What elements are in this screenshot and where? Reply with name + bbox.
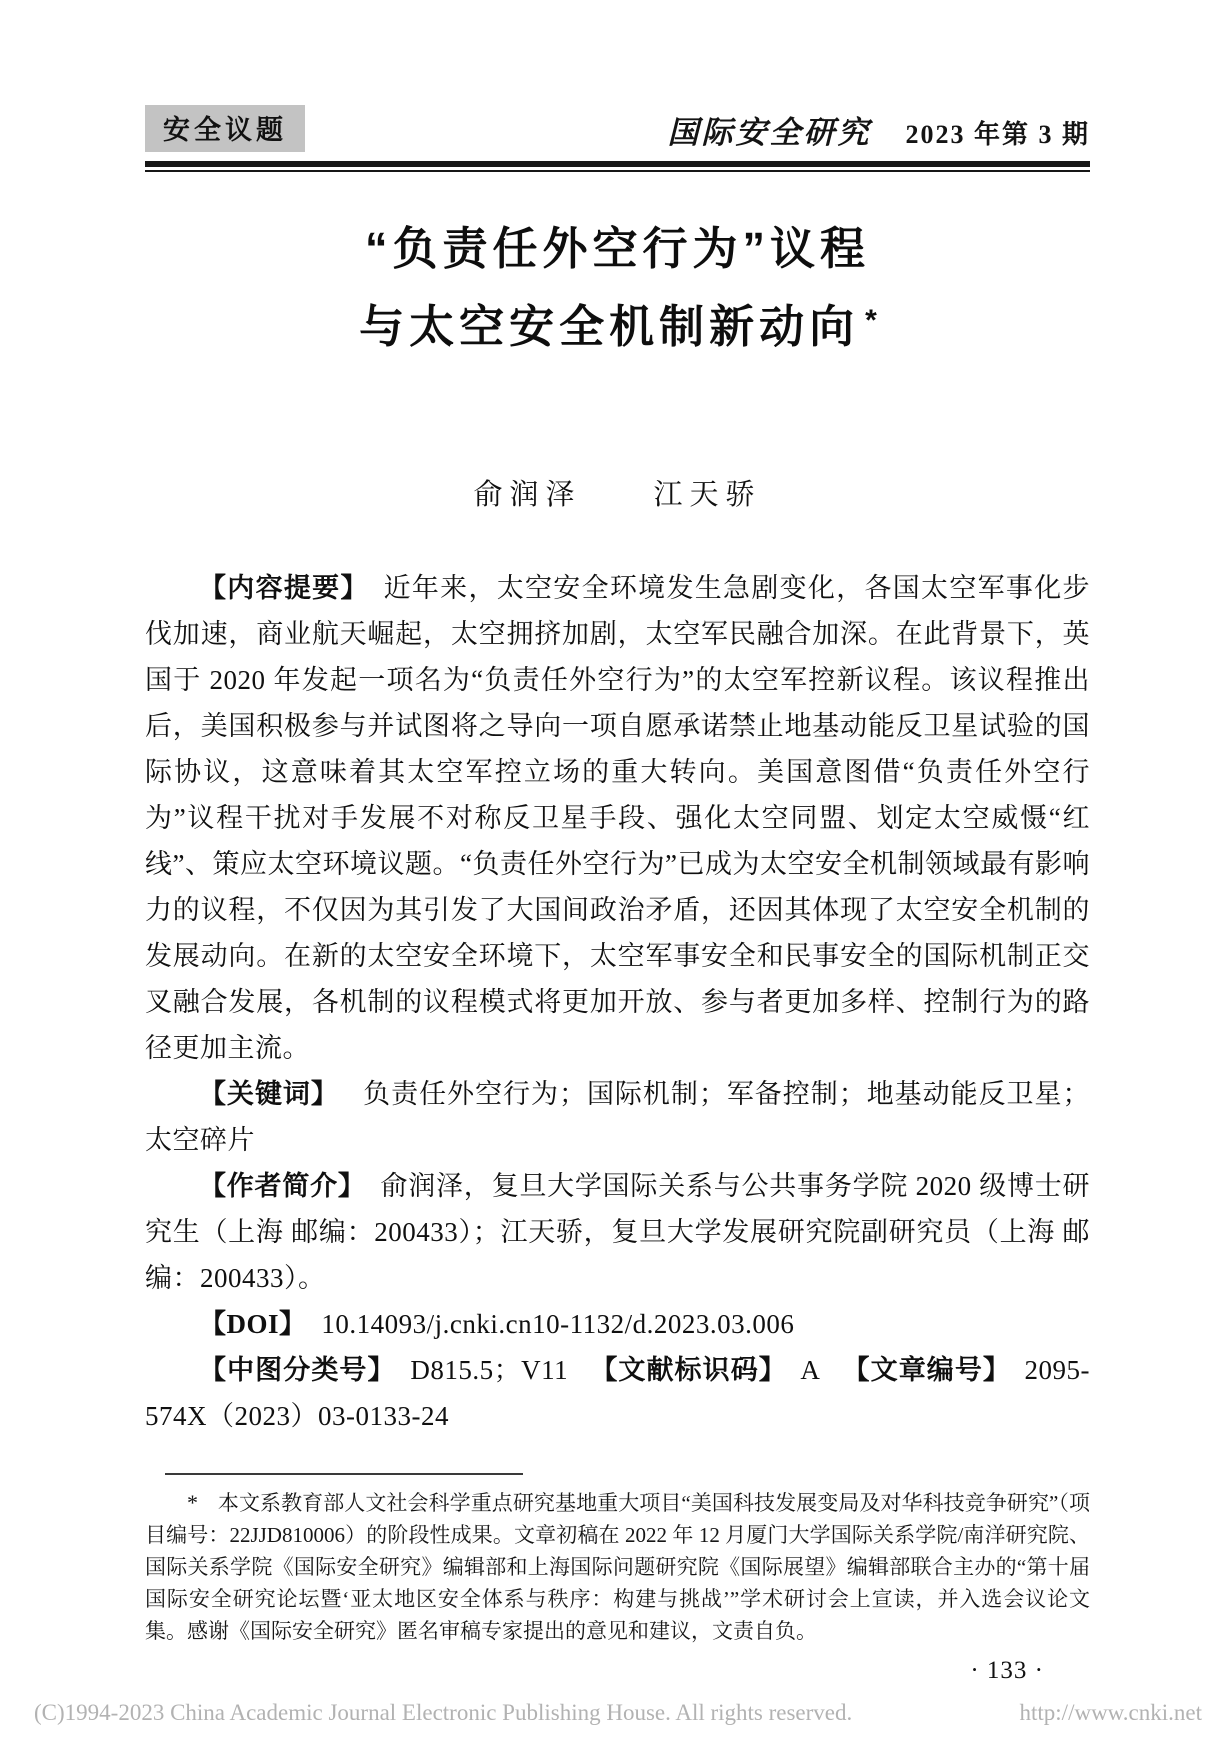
cnki-url: http://www.cnki.net xyxy=(1019,1700,1202,1725)
authors: 俞润泽 江天骄 xyxy=(473,479,762,511)
doc-code-label: 【文献标识码】 xyxy=(589,1355,787,1385)
article-title xyxy=(145,210,1090,372)
doi-label: 【DOI】 xyxy=(199,1309,307,1339)
footnote-marker: * xyxy=(187,1490,198,1515)
clc-label: 【中图分类号】 xyxy=(199,1355,396,1385)
classification-paragraph xyxy=(145,1347,1090,1439)
article-title-line2 xyxy=(145,288,1090,372)
article-title-line2-text: 与太空安全机制新动向 xyxy=(359,301,860,352)
cnki-footer xyxy=(34,1700,1202,1726)
author-bio-text: 俞润泽，复旦大学国际关系与公共事务学院 2020 级博士研究生（上海 邮编：200433）；江天骄，复旦大学发展研究院副研究员（上海 邮编：200433）。 xyxy=(145,1171,1091,1293)
journal-name: 国际安全研究 xyxy=(667,115,872,150)
page-number: · 133 · xyxy=(970,1657,1044,1684)
doi-value: 10.14093/j.cnki.cn10-1132/d.2023.03.006 xyxy=(321,1309,795,1339)
article-title-line1: “负责任外空行为”议程 xyxy=(364,223,870,274)
keywords-paragraph xyxy=(145,1071,1090,1163)
footnote-rule xyxy=(165,1473,523,1475)
footnote-paragraph xyxy=(145,1487,1090,1647)
keywords-text: 负责任外空行为；国际机制；军备控制；地基动能反卫星；太空碎片 xyxy=(145,1079,1091,1155)
issue-info: 2023 年第 3 期 xyxy=(905,120,1090,149)
front-matter xyxy=(145,565,1090,1439)
section-tag: 安全议题 xyxy=(145,105,305,152)
author-bio-paragraph xyxy=(145,1163,1090,1301)
doi-paragraph xyxy=(145,1301,1090,1347)
author-bio-label: 【作者简介】 xyxy=(199,1171,366,1201)
article-id-label: 【文章编号】 xyxy=(841,1355,1012,1385)
header-right xyxy=(667,107,1090,152)
keywords-label: 【关键词】 xyxy=(199,1079,339,1109)
abstract-paragraph xyxy=(145,565,1090,1071)
cnki-copyright: (C)1994-2023 China Academic Journal Electronic Publishing House. All rights reserved. xyxy=(34,1700,853,1725)
title-footnote-marker: * xyxy=(865,304,882,337)
abstract-label: 【内容提要】 xyxy=(199,573,369,603)
doc-code-value: A xyxy=(800,1355,821,1385)
abstract-text: 近年来，太空安全环境发生急剧变化，各国太空军事化步伐加速，商业航天崛起，太空拥挤加剧，太空军民融合加深。在此背景下，英国于 2020 年发起一项名为“负责任外空行为”的太空军控新议程。该议程推出后，美国积极参与并试图将之导向一项自愿承诺禁止地基动能反卫星试验的国际协议，这意味着其太空军控立场的重大转向。美国意图借“负责任外空行为”议程干扰对手发展不对称反卫星手段、强化太空同盟、划定太空威慑“红线”、策应太空环境议题。“负责任外空行为”已成为太空安全机制领域最有影响力的议程，不仅因为其引发了大国间政治矛盾，还因其体现了太空安全机制的发展动向。在新的太空安全环境下，太空军事安全和民事安全的国际机制正交叉融合发展，各机制的议程模式将更加开放、参与者更加多样、控制行为的路径更加主流。 xyxy=(145,573,1091,1063)
footnote-text: 本文系教育部人文社会科学重点研究基地重大项目“美国科技发展变局及对华科技竞争研究”（项目编号：22JJD810006）的阶段性成果。文章初稿在 2022 年 12 月厦门大学国际关系学院/南洋研究院、国际关系学院《国际安全研究》编辑部和上海国际问题研究院《国际展望》编辑部联合主办的“第十届国际安全研究论坛暨‘亚太地区安全体系与秩序：构建与挑战’”学术研讨会上宣读，并入选会议论文集。感谢《国际安全研究》匿名审稿专家提出的意见和建议，文责自负。 xyxy=(145,1491,1090,1643)
header-rule xyxy=(145,161,1090,172)
page-header xyxy=(145,110,1090,152)
article-id-value: 2095-574X（2023）03-0133-24 xyxy=(145,1355,1091,1431)
clc-value: D815.5；V11 xyxy=(410,1355,569,1385)
